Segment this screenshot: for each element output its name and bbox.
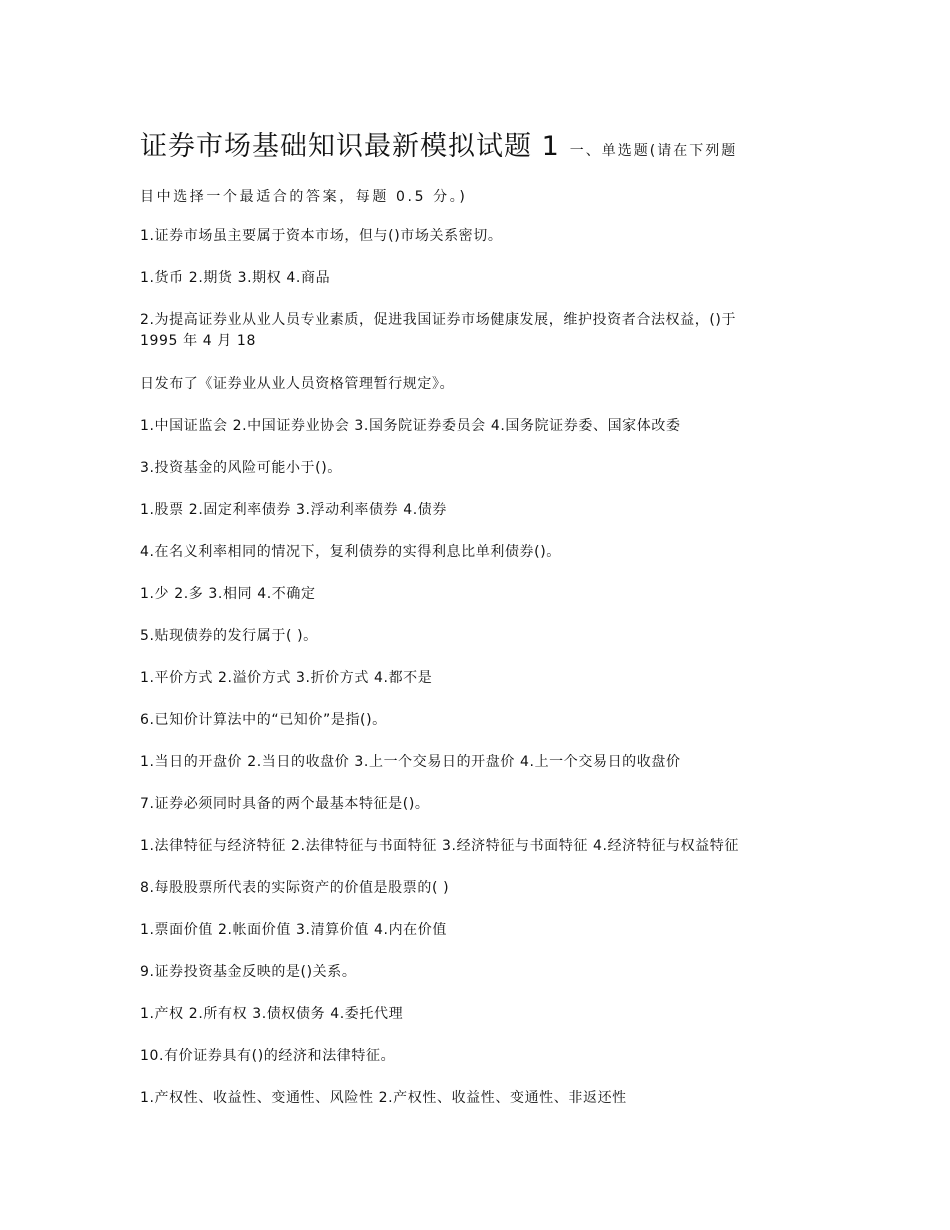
- question-6: 6.已知价计算法中的“已知价”是指()。: [140, 712, 387, 728]
- section-intro-start: 一、单选题(请在下列题: [569, 143, 738, 159]
- options-10: 1.产权性、收益性、变通性、风险性 2.产权性、收益性、变通性、非返还性: [140, 1090, 627, 1106]
- question-1: 1.证券市场虽主要属于资本市场，但与()市场关系密切。: [140, 228, 503, 244]
- question-5: 5.贴现债券的发行属于( )。: [140, 628, 318, 644]
- options-8: 1.票面价值 2.帐面价值 3.清算价值 4.内在价值: [140, 922, 447, 938]
- options-2: 1.中国证监会 2.中国证券业协会 3.国务院证券委员会 4.国务院证券委、国家体改委: [140, 418, 681, 434]
- options-3: 1.股票 2.固定利率债券 3.浮动利率债券 4.债券: [140, 502, 447, 518]
- options-1: 1.货币 2.期货 3.期权 4.商品: [140, 270, 331, 286]
- question-8: 8.每股股票所代表的实际资产的价值是股票的( ): [140, 880, 450, 896]
- options-4: 1.少 2.多 3.相同 4.不确定: [140, 586, 316, 602]
- options-9: 1.产权 2.所有权 3.债权债务 4.委托代理: [140, 1006, 404, 1022]
- options-5: 1.平价方式 2.溢价方式 3.折价方式 4.都不是: [140, 670, 433, 686]
- document-title: 证券市场基础知识最新模拟试题 1: [140, 131, 560, 162]
- question-2-continuation: 日发布了《证券业从业人员资格管理暂行规定》。: [140, 376, 455, 392]
- options-7: 1.法律特征与经济特征 2.法律特征与书面特征 3.经济特征与书面特征 4.经济特征与权益特征: [140, 838, 739, 854]
- options-6: 1.当日的开盘价 2.当日的收盘价 3.上一个交易日的开盘价 4.上一个交易日的收盘价: [140, 754, 681, 770]
- question-list: [140, 226, 820, 1130]
- title-line: [140, 124, 840, 163]
- section-intro-continuation: 目中选择一个最适合的答案，每题 0.5 分。): [140, 189, 468, 205]
- question-4: 4.在名义利率相同的情况下，复利债券的实得利息比单利债券()。: [140, 544, 561, 560]
- question-2-line-2: 1995 年 4 月 18: [140, 333, 256, 349]
- question-10: 10.有价证券具有()的经济和法律特征。: [140, 1048, 396, 1064]
- question-3: 3.投资基金的风险可能小于()。: [140, 460, 342, 476]
- question-2: [140, 310, 820, 352]
- question-2-line-1: 2.为提高证券业从业人员专业素质，促进我国证券市场健康发展，维护投资者合法权益，()于: [140, 312, 737, 328]
- question-9: 9.证券投资基金反映的是()关系。: [140, 964, 357, 980]
- question-7: 7.证券必须同时具备的两个最基本特征是()。: [140, 796, 430, 812]
